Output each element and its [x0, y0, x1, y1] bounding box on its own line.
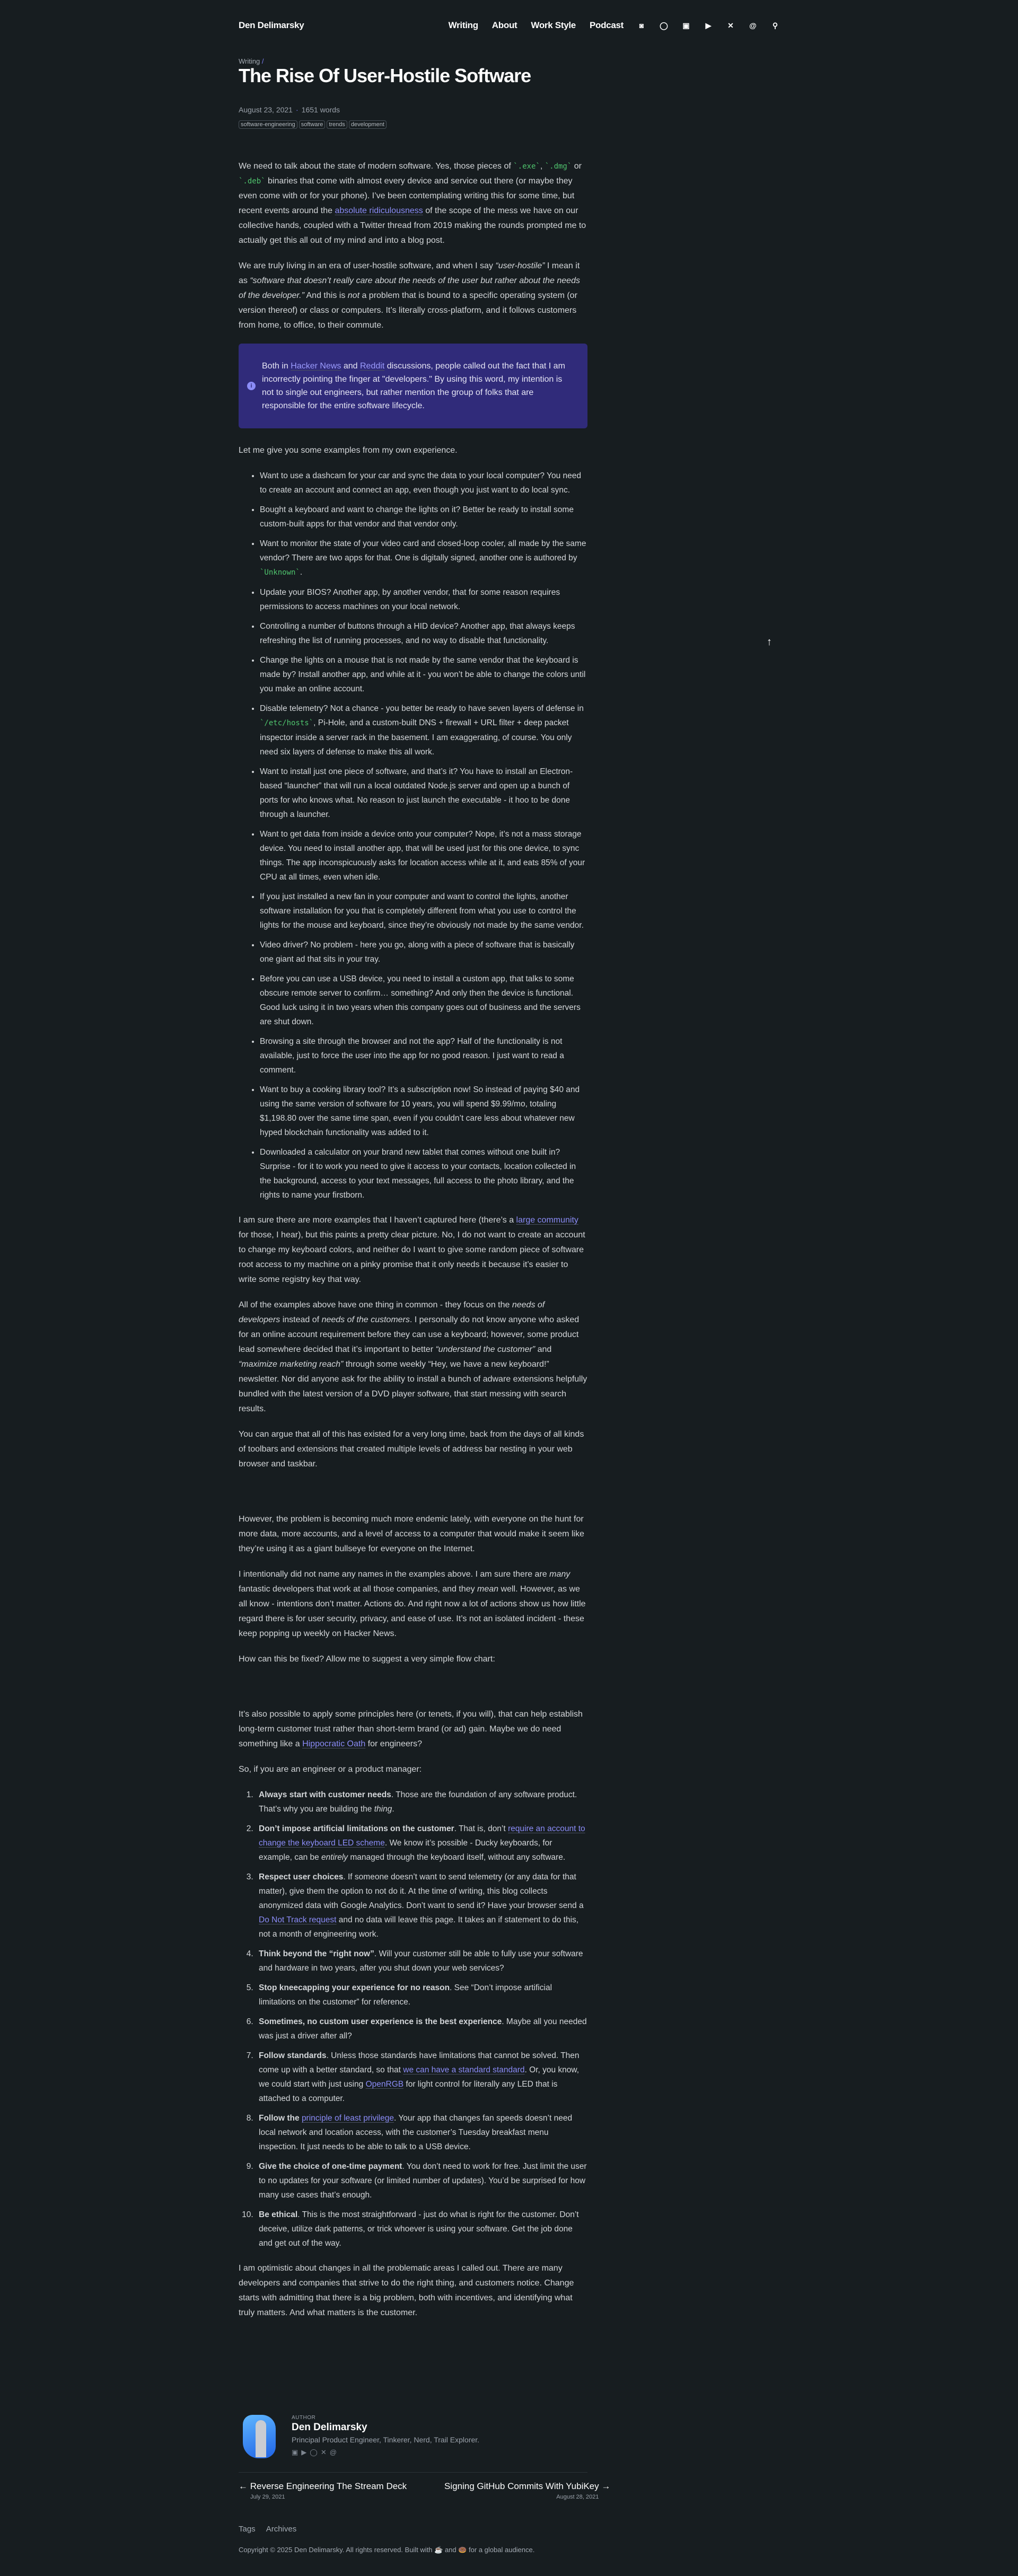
text: . You don’t need to work for free. Just limit the user to no updates for your software (or limited number of updates). You’d be surprised for how many use cases that’s enough. [259, 2162, 587, 2200]
text: fantastic developers that work at all those companies, and they [239, 1585, 478, 1594]
strong-text: Follow the [259, 2114, 302, 2123]
meta-dot: · [295, 105, 299, 114]
linkedin-icon[interactable]: ▣ [292, 2448, 299, 2456]
list-item [260, 1034, 587, 1077]
text: . [300, 568, 303, 577]
author-social [292, 2448, 479, 2457]
list-item [260, 469, 587, 497]
tag[interactable]: software [299, 120, 326, 129]
text: . This is the most straightforward - just do what is right for the customer. Don’t deceive, utilize dark patterns, or trick whoever is using your software. Get the job done and get out of the way. [259, 2210, 579, 2248]
emphasis: many [549, 1570, 571, 1579]
image-placeholder [239, 1482, 587, 1512]
tag-list [239, 120, 387, 129]
prev-post-date: July 29, 2021 [250, 2494, 285, 2500]
footer-archives-link[interactable]: Archives [266, 2525, 297, 2534]
nav-writing[interactable]: Writing [448, 20, 478, 30]
paragraph [239, 1427, 587, 1472]
link[interactable]: require an account to change the keyboard LED scheme [259, 1824, 585, 1848]
text: . See “Don’t impose artificial limitations on the customer” for reference. [259, 1983, 552, 2007]
text: and [341, 362, 360, 371]
text: How can this be fixed? Allow me to suggest a very simple flow chart: [239, 1655, 495, 1664]
text: So, if you are an engineer or a product manager: [239, 1765, 422, 1774]
bluesky-icon[interactable]: ✕ [320, 2448, 327, 2456]
list-item [260, 1145, 587, 1202]
paragraph [239, 2261, 587, 2320]
text: Want to use a dashcam for your car and sync the data to your local computer? You need to create an account and connect an app, even though you just want to do local sync. [260, 471, 582, 495]
list-item [260, 764, 587, 822]
tag[interactable]: software-engineering [239, 120, 297, 129]
strong-text: Sometimes, no custom user experience is the best experience [259, 2017, 502, 2026]
strong-text: Follow standards [259, 2051, 327, 2060]
main-nav [449, 20, 779, 31]
rss-icon[interactable]: ◙ [639, 21, 644, 30]
text: You can argue that all of this has existed for a very long time, back from the days of all kinds of toolbars and extensions that created multiple levels of address bar nesting in your web browser and taskbar. [239, 1430, 584, 1469]
paragraph [239, 259, 587, 333]
text: It’s also possible to apply some principles here (or tenets, if you will), that can help establish long-term customer trust rather than short-term brand (or ad) gain. Maybe we do need something like a [239, 1710, 583, 1748]
principles-list [239, 1788, 587, 2250]
list-item [260, 653, 587, 696]
text: Change the lights on a mouse that is not made by the same vendor that the keyboard is made by? Install another app, and while at it - you won’t be able to change the colors until you make an online account. [260, 656, 586, 693]
text: I intentionally did not name any names in the examples above. I am sure there are [239, 1570, 550, 1579]
text: I mean it as [239, 261, 580, 285]
strong-text: Be ethical [259, 2210, 298, 2219]
nav-podcast[interactable]: Podcast [589, 20, 624, 30]
nav-work-style[interactable]: Work Style [531, 20, 576, 30]
copyright: Copyright © 2025 Den Delimarsky. All rights reserved. Built with ☕ and 🍩 for a global audience. [239, 2546, 535, 2554]
link[interactable]: principle of least privilege [301, 2114, 394, 2123]
later [239, 1512, 587, 1667]
text: Want to get data from inside a device onto your computer? Nope, it’s not a mass storage device. You need to install another app, that will be used just for this one device, to sync things. The app inconspicuously asks for location access while at it, and eats 85% of your CPU at all times, even when idle. [260, 830, 585, 882]
text: Before you can use a USB device, you need to install a custom app, that talks to some obscure remote server to confirm… something? And only then the device is functional. Good luck using it in two years when this company goes out of business and the servers are shut down. [260, 974, 581, 1026]
link[interactable]: large community [516, 1216, 578, 1225]
link[interactable]: Hacker News [291, 362, 341, 371]
inline-code: `.deb` [239, 177, 266, 186]
link[interactable]: we can have a standard standard [403, 2065, 525, 2074]
middle [239, 1213, 587, 1472]
text: Let me give you some examples from my own experience. [239, 446, 458, 455]
inline-code: `Unknown` [260, 568, 300, 577]
arrow-left-icon: ← [239, 2481, 250, 2491]
text: . That is, don’t [454, 1824, 508, 1833]
text: We are truly living in an era of user-hostile software, and when I say [239, 261, 496, 270]
text: through some weekly “Hey, we have a new keyboard!” newsletter. Nor did anyone ask for the ability to install a bunch of adware extensions helpfully bundled with the latest version of a DVD player software, that start messing with search results. [239, 1360, 587, 1413]
list-item [256, 1981, 587, 2009]
emphasis: “maximize marketing reach” [239, 1360, 344, 1369]
flow-chart-placeholder [239, 1677, 587, 1707]
word-count: 1651 words [301, 105, 340, 114]
text: a problem that is bound to a specific operating system (or version thereof) or class or computers. It’s literally cross-platform, and it follows customers from home, to office, to their commute. [239, 291, 577, 330]
list-item [260, 537, 587, 580]
text: Bought a keyboard and want to change the lights on it? Better be ready to install some custom-built apps for that vendor and that vendor only. [260, 505, 574, 529]
inline-code: `.exe` [513, 162, 540, 171]
emphasis: “understand the customer” [435, 1345, 536, 1354]
article-body [239, 159, 587, 2331]
text: Want to monitor the state of your video card and closed-loop cooler, all made by the same vendor? There are two apps for that. One is digitally signed, another one is authored by [260, 539, 586, 562]
text: We need to talk about the state of modern software. Yes, those pieces of [239, 162, 514, 171]
text: , Pi-Hole, and a custom-built DNS + firewall + URL filter + deep packet inspector inside a server rack in the basement. I am exaggerating, of course. You only need six layers of defense to make this all work. [260, 718, 572, 757]
youtube-icon[interactable]: ▶ [301, 2448, 307, 2456]
scroll-to-top-button[interactable]: ↑ [767, 636, 772, 648]
breadcrumb [239, 57, 264, 65]
text: Video driver? No problem - here you go, along with a piece of software that is basically one giant ad that sits in your tray. [260, 940, 575, 964]
github-icon[interactable]: ◯ [660, 21, 668, 30]
list-item [256, 2159, 587, 2202]
tag[interactable]: trends [327, 120, 347, 129]
text: binaries that come with almost every device and service out there (or maybe they even come with or for your phone). I’ve been contemplating writing this for some time, but recent events around the [239, 177, 575, 215]
list-item [256, 2049, 587, 2106]
link[interactable]: Reddit [360, 362, 385, 371]
text: Want to install just one piece of software, and that’s it? You have to install an Electron-based “launcher” that will run a local outdated Node.js server and open up a bunch of ports for who knows what. No reason to just launch the executable - it hoo to be done through a launcher. [260, 767, 573, 819]
text: If you just installed a new fan in your computer and want to control the lights, another software installation for you that is completely different from what you use to control the lights for the mouse and keyboard, since they’re obviously not made by the same vendor. [260, 892, 584, 930]
text: and no data will leave this page. It takes an if statement to do this, not a month of engineering work. [259, 1915, 579, 1939]
link[interactable]: OpenRGB [365, 2080, 404, 2089]
list-item [260, 619, 587, 648]
text: Want to buy a cooking library tool? It’s a subscription now! So instead of paying $40 and using the same version of software for 10 years, you will spend $9.99/mo, totaling $1,198.80 over the same time span, even if you couldn’t care less about whatever new hyped blockchain functionality was added to it. [260, 1085, 580, 1137]
intro [239, 159, 587, 333]
linkedin-icon[interactable]: ▣ [682, 21, 690, 30]
prev-post-title: Reverse Engineering The Stream Deck [250, 2481, 407, 2491]
author-label: AUTHOR [292, 2415, 316, 2421]
search-icon[interactable]: ⚲ [772, 21, 778, 30]
text: discussions, people called out the fact that I am incorrectly pointing the finger at "developers." By using this word, my intention is not to single out engineers, but rather mention the group of folks that are responsible for the entire software lifecycle. [262, 362, 565, 410]
post-meta [239, 105, 340, 114]
nav-about[interactable]: About [492, 20, 517, 30]
inline-code: `.dmg` [545, 162, 572, 171]
paragraph [239, 443, 587, 458]
strong-text: Stop kneecapping your experience for no reason [259, 1983, 450, 1992]
examples-intro [239, 443, 587, 458]
list-item [256, 1947, 587, 1975]
inline-code: `/etc/hosts` [260, 719, 314, 727]
prev-post-link[interactable] [239, 2481, 407, 2500]
author-name: Den Delimarsky [292, 2422, 367, 2433]
author-bio: Principal Product Engineer, Tinkerer, Nerd, Trail Explorer. [292, 2436, 480, 2444]
site-header [239, 20, 779, 31]
text: of the scope of the mess we have on our collective hands, coupled with a Twitter thread from 2019 making the rounds prompted me to actually get this all out of my mind and into a blog post. [239, 206, 586, 245]
emphasis: entirely [321, 1853, 348, 1862]
callout-text [262, 359, 574, 412]
list-item [256, 2111, 587, 2154]
strong-text: Don’t impose artificial limitations on the customer [259, 1824, 454, 1833]
text: Update your BIOS? Another app, by another vendor, that for some reason requires permissions to access machines on your local network. [260, 588, 560, 611]
strong-text: Always start with customer needs [259, 1790, 391, 1799]
youtube-icon[interactable]: ▶ [705, 21, 712, 30]
text: well. However, as we all know - intentions don’t matter. Actions do. And right now a lot of actions show us how little regard there is for user security, privacy, and ease of use. It’s not an isolated incident - these keep popping up weekly on Hacker News. [239, 1585, 586, 1638]
strong-text: Think beyond the “right now” [259, 1949, 374, 1958]
text: All of the examples above have one thing in common - they focus on the [239, 1300, 512, 1309]
author-card [243, 2415, 479, 2458]
text: I am sure there are more examples that I haven’t captured here (there’s a [239, 1216, 516, 1225]
breadcrumb-writing[interactable]: Writing [239, 57, 260, 65]
mastodon-icon[interactable]: @ [329, 2448, 337, 2456]
text: . [392, 1805, 394, 1814]
text: However, the problem is becoming much more endemic lately, with everyone on the hunt for more data, more accounts, and a level of access to a computer that would make it seem like they’re using it as a giant bullseye for everyone on the Internet. [239, 1515, 584, 1553]
bluesky-icon[interactable]: ✕ [727, 21, 734, 30]
breadcrumb-separator: / [261, 57, 264, 65]
text: . We know it’s possible - Ducky keyboards, for example, can be [259, 1839, 552, 1862]
text: . Will your customer still be able to fully use your software and hardware in two years, after you shut down your web services? [259, 1949, 583, 1973]
list-item [256, 2015, 587, 2043]
text: managed through the keyboard itself, without any software. [348, 1853, 566, 1862]
list-item [260, 890, 587, 933]
paragraph [239, 1213, 587, 1287]
after-chart [239, 1707, 587, 1777]
text: for light control for literally any LED that is attached to a computer. [259, 2080, 558, 2103]
emphasis: not [347, 291, 360, 300]
next-post-date: August 28, 2021 [556, 2494, 599, 2500]
text: . Maybe all you needed was just a driver after all? [259, 2017, 587, 2041]
emphasis: needs of the customers [321, 1315, 410, 1324]
emphasis: “user-hostile” [495, 261, 545, 270]
list-item [260, 972, 587, 1029]
site-brand-link[interactable]: Den Delimarsky [239, 20, 304, 30]
emphasis: needs of developers [239, 1300, 545, 1324]
emphasis: thing [374, 1805, 392, 1814]
text: . Or, you know, we could start with just using [259, 2065, 580, 2089]
list-item [260, 938, 587, 966]
info-callout [239, 344, 587, 428]
paragraph [239, 1652, 587, 1667]
text: instead of [280, 1315, 322, 1324]
next-post-link[interactable] [444, 2481, 610, 2500]
examples-list [239, 469, 587, 1202]
page-title: The Rise Of User-Hostile Software [239, 65, 531, 86]
divider [239, 2472, 587, 2473]
paragraph [239, 1707, 587, 1752]
strong-text: Respect user choices [259, 1872, 344, 1882]
text: . Unless those standards have limitations that cannot be solved. Then come up with a better standard, so that [259, 2051, 580, 2074]
next-post-title: Signing GitHub Commits With YubiKey [444, 2481, 599, 2491]
info-icon: i [247, 382, 256, 390]
text: Controlling a number of buttons through a HID device? Another app, that always keeps refreshing the list of running processes, and no way to disable that functionality. [260, 622, 575, 645]
paragraph [239, 159, 587, 248]
emphasis: mean [477, 1585, 499, 1594]
arrow-right-icon: → [599, 2481, 611, 2491]
link[interactable]: absolute ridiculousness [335, 206, 423, 215]
list-item [256, 2208, 587, 2250]
text: for engineers? [365, 1739, 422, 1748]
text: and [535, 1345, 552, 1354]
paragraph [239, 1762, 587, 1777]
strong-text: Give the choice of one-time payment [259, 2162, 402, 2171]
list-item [260, 585, 587, 614]
text: Disable telemetry? Not a chance - you better be ready to have seven layers of defense in [260, 704, 584, 713]
text: Downloaded a calculator on your brand new tablet that comes without one built in? Surprise - for it to work you need to give it access to your contacts, location collected in the background, access to your text messages, full access to the photo library, and the rights to name your firstborn. [260, 1148, 576, 1200]
text: And this is [304, 291, 348, 300]
avatar [243, 2415, 276, 2458]
list-item [256, 1822, 587, 1865]
mastodon-icon[interactable]: @ [749, 21, 757, 30]
paragraph [239, 1512, 587, 1557]
emphasis: “software that doesn’t really care about the needs of the user but rather about the needs of the developer.” [239, 276, 580, 300]
text: . I personally do not know anyone who asked for an online account requirement before they can use a keyboard; however, some product lead somewhere decided that it’s important to better [239, 1315, 580, 1354]
footer-tags-link[interactable]: Tags [239, 2525, 256, 2534]
list-item [260, 827, 587, 884]
text: . If someone doesn’t want to send telemetry (or any data for that matter), give them the option to not do it. At the time of writing, this blog collects anonymized data with Google Analytics. Don’t want to send it? Have your browser send a [259, 1872, 584, 1910]
link[interactable]: Hippocratic Oath [302, 1739, 366, 1748]
paragraph [239, 1298, 587, 1417]
text: . Those are the foundation of any software product. That’s why you are building the [259, 1790, 577, 1814]
text: I am optimistic about changes in all the problematic areas I called out. There are many developers and companies that strive to do the right thing, and customers notice. Change starts with admitting that there is a big problem, both with incentives, and identifying what truly matters. And what matters is the customer. [239, 2264, 574, 2317]
post-date: August 23, 2021 [239, 105, 293, 114]
text: , [540, 162, 545, 171]
text: Browsing a site through the browser and not the app? Half of the functionality is not available, just to force the user into the app for no good reason. I just want to read a comment. [260, 1037, 564, 1075]
text: for those, I hear), but this paints a pretty clear picture. No, I do not want to create an account to change my keyboard colors, and neither do I want to give some random piece of software root access to my machine on a pinky promise that it only needs it because it’s easier to write some registry key that way. [239, 1230, 585, 1284]
link[interactable]: Do Not Track request [259, 1915, 337, 1924]
github-icon[interactable]: ◯ [310, 2448, 318, 2456]
text: or [572, 162, 582, 171]
list-item [256, 1788, 587, 1816]
paragraph [239, 1567, 587, 1641]
closing [239, 2261, 587, 2320]
tag[interactable]: development [349, 120, 387, 129]
list-item [260, 701, 587, 759]
list-item [256, 1870, 587, 1941]
text: . Your app that changes fan speeds doesn’t need local network and location access, with the customer’s Tuesday breakfast menu inspection. It just needs to be able to talk to a USB device. [259, 2114, 573, 2151]
list-item [260, 503, 587, 531]
footer-links [239, 2525, 296, 2534]
list-item [260, 1083, 587, 1140]
text: Both in [262, 362, 291, 371]
